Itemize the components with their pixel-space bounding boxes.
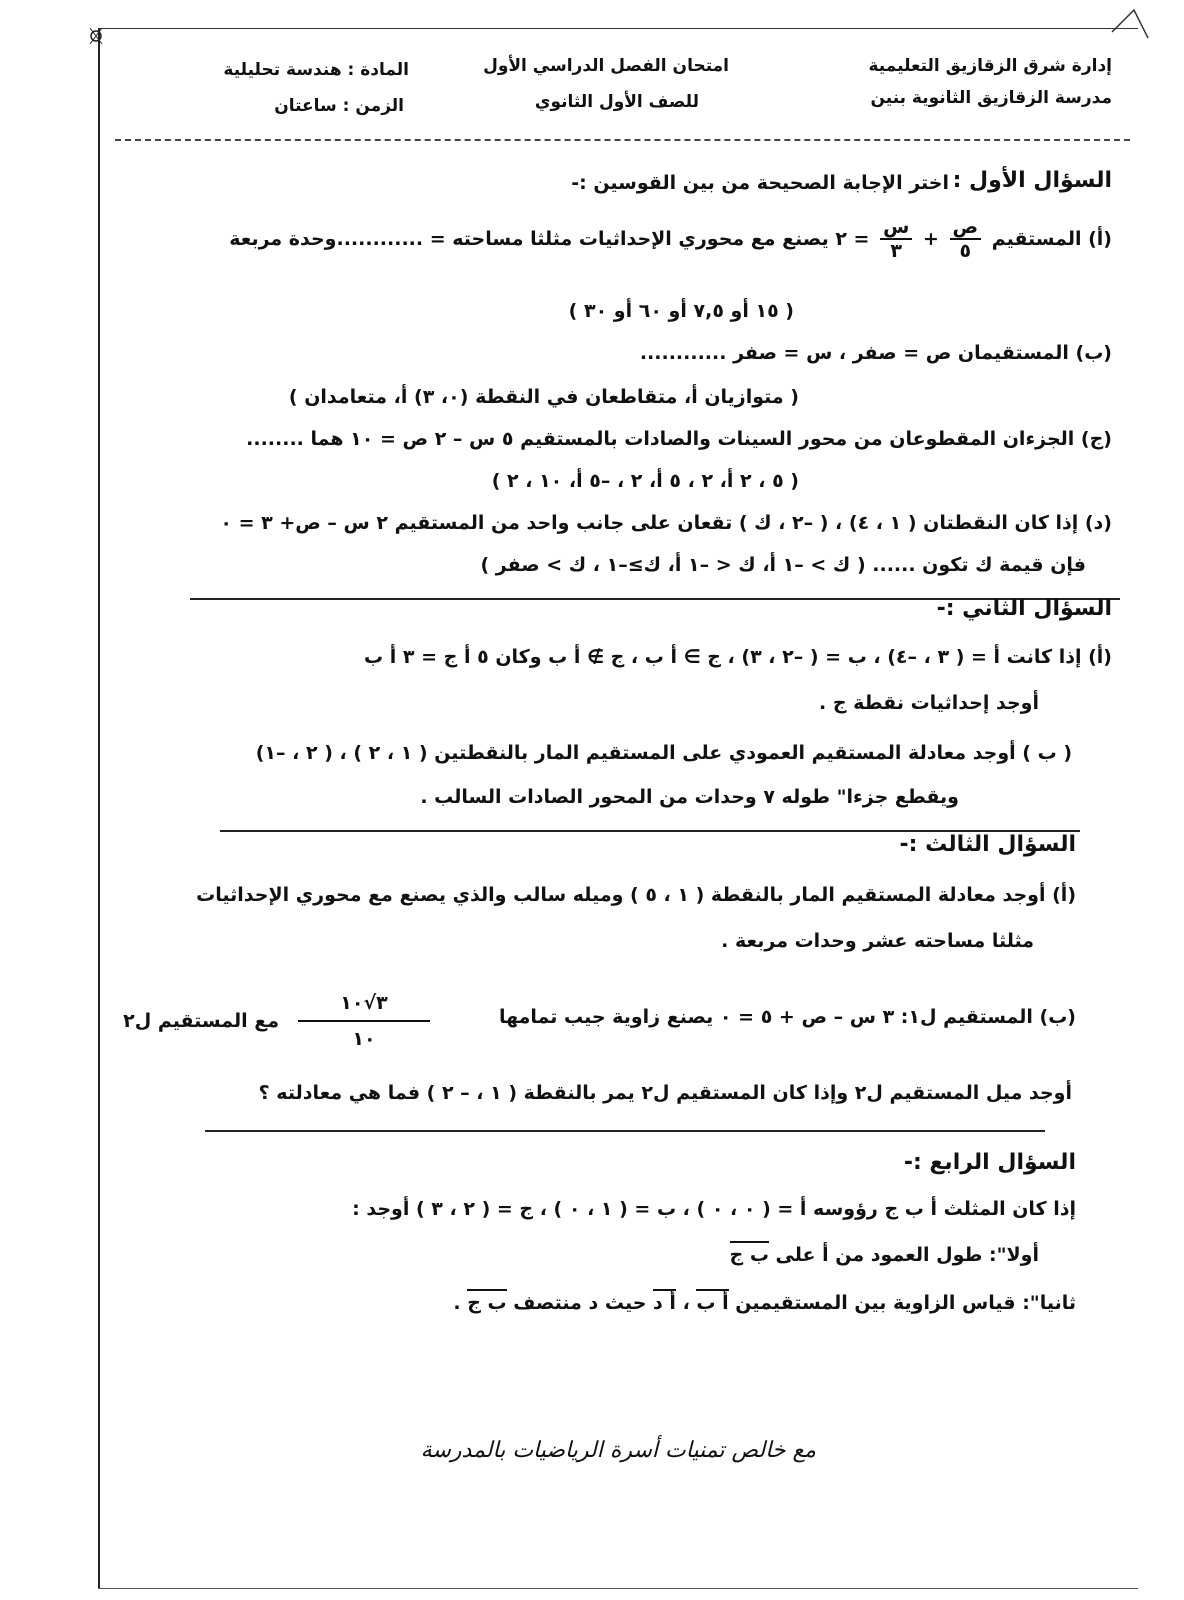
q2-b-text: ( ب ) أوجد معادلة المستقيم العمودي على المستقيم المار بالنقطتين ( ١ ، ٢ ) ، ( ٢ ، –١) (255, 742, 1072, 764)
header-admin: إدارة شرق الزقازيق التعليمية (868, 56, 1112, 76)
q4-first-prefix: أولا": طول العمود من أ على (775, 1244, 1039, 1266)
q1-title: السؤال الأول : (952, 168, 1112, 193)
q3-divider (205, 1130, 1045, 1132)
q1-c-text: (ج) الجزءان المقطوعان من محور السينات والصادات بالمستقيم ٥ س – ٢ ص = ١٠ هما ........ (246, 428, 1112, 450)
header-school: مدرسة الزقازيق الثانوية بنين (870, 88, 1112, 108)
q2-title: السؤال الثاني :- (936, 596, 1112, 621)
q3-b-text2: أوجد ميل المستقيم ل٢ وإذا كان المستقيم ل٢ يمر بالنقطة ( ١ ، – ٢ ) فما هي معادلته ؟ (258, 1082, 1072, 1104)
q1-c-choices: ( ٥ ، ٢ أ، ٢ ، ٥ أ، ٢ ، –٥ أ، ١٠ ، ٢ ) (491, 470, 799, 492)
q4-second (453, 1292, 1076, 1314)
q3-b-fraction (298, 986, 430, 1056)
header-time: الزمن : ساعتان (274, 96, 404, 116)
q1-a-frac2-den: ٥ (959, 240, 972, 262)
q1-a-plus: + (922, 228, 939, 250)
q3-b-suffix: مع المستقيم ل٢ (123, 1010, 279, 1032)
q1-a-rest: = ٢ يصنع مع محوري الإحداثيات مثلثا مساحته = ............وحدة مربعة (229, 228, 870, 250)
header-exam: امتحان الفصل الدراسي الأول (483, 56, 729, 76)
q2-b-text2: ويقطع جزءا" طوله ٧ وحدات من المحور الصادات السالب . (420, 786, 959, 808)
q1-a-prefix: (أ) المستقيم (991, 228, 1112, 250)
q1-a-fraction-1 (880, 216, 912, 262)
footer-signature: مع خالص تمنيات أسرة الرياضيات بالمدرسة (420, 1438, 816, 1463)
q1-d-text2: فإن قيمة ك تكون ...... ( ك > –١ أ، ك < –١ أ، ك≥–١ ، ك > صفر ) (480, 554, 1086, 576)
corner-ornament-icon (84, 24, 108, 48)
header-grade: للصف الأول الثانوي (534, 92, 699, 112)
q1-a-frac2-num: ص (950, 216, 982, 240)
q4-first (730, 1244, 1039, 1266)
q3-b-prefix: (ب) المستقيم ل١: ٣ س – ص + ٥ = ٠ يصنع زاوية جيب تمامها (498, 1006, 1076, 1028)
q4-second-comma: ، (682, 1292, 690, 1314)
q4-second-prefix: ثانيا": قياس الزاوية بين المستقيمين (735, 1292, 1076, 1314)
q1-a-fraction-2 (950, 216, 982, 262)
q3-b-frac-den: ١٠ (352, 1028, 376, 1050)
page-fold-icon (1110, 8, 1150, 40)
q1-a-frac1-den: ٣ (890, 240, 903, 262)
q1-d-text: (د) إذا كان النقطتان ( ١ ، ٤) ، ( –٢ ، ك ) تقعان على جانب واحد من المستقيم ٢ س – ص+ ٣ = ٠ (220, 512, 1112, 534)
q1-a-line (229, 216, 1112, 276)
q4-second-mid: حيث د منتصف (513, 1292, 647, 1314)
q4-first-line: ب ج (730, 1241, 769, 1266)
q1-b-choices: ( متوازيان أ، متقاطعان في النقطة (٠، ٣) أ، متعامدان ) (288, 386, 799, 408)
header-divider (115, 139, 1130, 141)
q4-second-line-ab: أ ب (696, 1289, 728, 1314)
q3-title: السؤال الثالث :- (899, 832, 1076, 857)
q2-a-text: (أ) إذا كانت أ = ( ٣ ، –٤) ، ب = ( –٢ ، ٣) ، ج ∋ أ ب ، ج ∌ أ ب وكان ٥ أ ج = ٣ أ ب (364, 646, 1112, 668)
q1-instruction: اختر الإجابة الصحيحة من بين القوسين :- (571, 172, 949, 194)
q4-second-end: . (453, 1292, 461, 1314)
q4-title: السؤال الرابع :- (903, 1150, 1076, 1175)
q4-second-line-ad: أ د (653, 1289, 676, 1314)
q1-a-choices: ( ١٥ أو ٧,٥ أو ٦٠ أو ٣٠ ) (568, 300, 794, 322)
q2-a-text2: أوجد إحداثيات نقطة ج . (818, 692, 1039, 714)
q1-a-frac1-num: س (880, 216, 912, 240)
q4-intro: إذا كان المثلث أ ب ج رؤوسه أ = ( ٠ ، ٠ ) ، ب = ( ١ ، ٠ ) ، ج = ( ٢ ، ٣ ) أوجد : (352, 1198, 1076, 1220)
page-bottom-edge (98, 1588, 1138, 1589)
q3-a-text: (أ) أوجد معادلة المستقيم المار بالنقطة ( ١ ، ٥ ) وميله سالب والذي يصنع مع محوري الإحداثيات (196, 884, 1076, 906)
header-subject: المادة : هندسة تحليلية (223, 60, 409, 80)
q4-second-segment: ب ج (467, 1289, 506, 1314)
q1-b-text: (ب) المستقيمان ص = صفر ، س = صفر ............ (639, 342, 1112, 364)
q3-b-frac-num: ٣√١٠ (298, 986, 430, 1022)
q3-a-text2: مثلثا مساحته عشر وحدات مربعة . (721, 930, 1034, 952)
